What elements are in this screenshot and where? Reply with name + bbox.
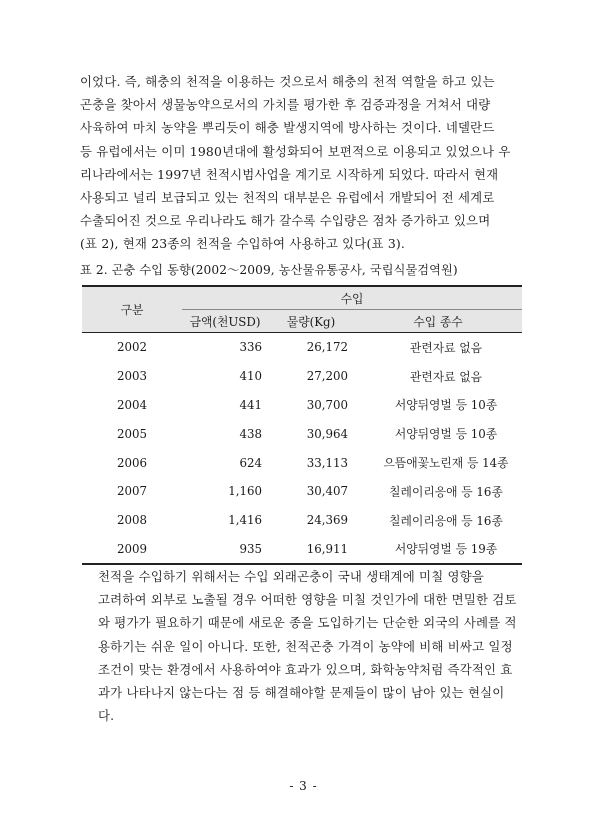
cell-quantity: 26,172 [306,340,348,355]
cell-quantity: 30,700 [306,397,348,412]
cell-species: 칠레이리응애 등 16종 [389,484,503,499]
header-category: 구분 [82,286,182,333]
cell-year: 2002 [116,340,148,355]
table-row [82,535,522,565]
paragraph-line: 용하기는 쉬운 일이 아니다. 또한, 천적곤충 가격이 농약에 비해 비싸고 일정 [98,638,513,654]
header-amount: 금액(천USD) [182,310,268,333]
cell-year: 2006 [116,455,148,470]
cell-species: 칠레이리응애 등 16종 [389,513,503,528]
paragraph-line: 등 유럽에서는 이미 1980년대에 활성화되어 보편적으로 이용되고 있었으나 우 [80,143,511,159]
table-row [82,362,522,391]
paragraph-line: 천적을 수입하기 위해서는 수입 외래곤충이 국내 생태계에 미칠 영향을 [98,569,485,584]
cell-amount: 1,160 [228,484,262,499]
cell-quantity: 30,407 [306,484,348,499]
page-number: - 3 - [289,779,318,793]
cell-amount: 336 [239,340,262,355]
cell-quantity: 30,964 [306,426,348,441]
cell-quantity: 33,113 [306,455,348,470]
header-species: 수입 종수 [354,310,522,333]
header-quantity: 물량(Kg) [268,310,354,333]
cell-amount: 441 [239,397,262,412]
cell-amount: 624 [239,455,262,470]
cell-species: 으뜸애꽃노린재 등 14종 [383,456,509,471]
paragraph-line: 리나라에서는 1997년 천적시범사업을 계기로 시작하게 되었다. 따라서 현재 [80,166,499,182]
paragraph-line: 곤충을 찾아서 생물농약으로서의 가치를 평가한 후 검증과정을 거쳐서 대량 [80,97,491,113]
cell-year: 2005 [116,426,148,441]
table-row [82,419,522,448]
cell-amount: 438 [239,426,262,441]
insect-import-table [82,285,522,565]
cell-year: 2008 [116,513,148,528]
cell-species: 관련자료 없음 [409,369,483,384]
header-import: 수입 [182,286,522,310]
paragraph-line: 다. [98,708,115,724]
paragraph-line: 수출되어진 것으로 우리나라도 해가 갈수록 수입량은 점차 증가하고 있으며 [80,213,491,229]
table-row [82,477,522,506]
body-paragraph-2 [80,565,528,727]
cell-year: 2003 [116,369,148,384]
cell-species: 서양뒤영벌 등 10종 [394,427,498,442]
paragraph-line: 조건이 맞는 환경에서 사용하여야 효과가 있으며, 화학농약처럼 즉각적인 효 [98,661,513,677]
cell-amount: 410 [239,369,262,384]
table-caption: 표 2. 곤충 수입 동향(2002～2009, 농산물유통공사, 국립식물검역원) [80,263,458,277]
cell-quantity: 16,911 [306,541,348,556]
table-row [82,391,522,420]
cell-amount: 935 [239,541,262,556]
cell-year: 2004 [116,397,148,412]
cell-quantity: 24,369 [306,513,348,528]
paragraph-line: (표 2), 현재 23종의 천적을 수입하여 사용하고 있다(표 3). [80,236,406,252]
cell-year: 2009 [116,541,148,556]
cell-species: 서양뒤영벌 등 10종 [394,398,498,413]
paragraph-line: 사용되고 널리 보급되고 있는 천적의 대부분은 유럽에서 개발되어 전 세계로 [80,190,495,206]
cell-species: 서양뒤영벌 등 19종 [394,542,498,557]
cell-quantity: 27,200 [306,369,348,384]
paragraph-line: 이었다. 즉, 해충의 천적을 이용하는 것으로서 해충의 천적 역할을 하고 있는 [80,74,495,89]
paragraph-line: 고려하여 외부로 노출될 경우 어떠한 영향을 미칠 것인가에 대한 면밀한 검토 [98,592,517,608]
body-paragraph-1 [80,70,528,256]
paragraph-line: 과가 나타나지 않는다는 점 등 해결해야할 문제들이 많이 남아 있는 현실이 [98,685,505,701]
paragraph-line: 와 평가가 필요하기 때문에 새로운 종을 도입하기는 단순한 외국의 사례를 적 [98,615,517,631]
table-row [82,448,522,477]
paragraph-line: 사육하여 마치 농약을 뿌리듯이 해충 발생지역에 방사하는 것이다. 네델란드 [80,120,495,136]
cell-amount: 1,416 [228,513,262,528]
table-row [82,506,522,535]
cell-species: 관련자료 없음 [409,340,483,355]
cell-year: 2007 [116,484,148,499]
table-row [82,333,522,362]
